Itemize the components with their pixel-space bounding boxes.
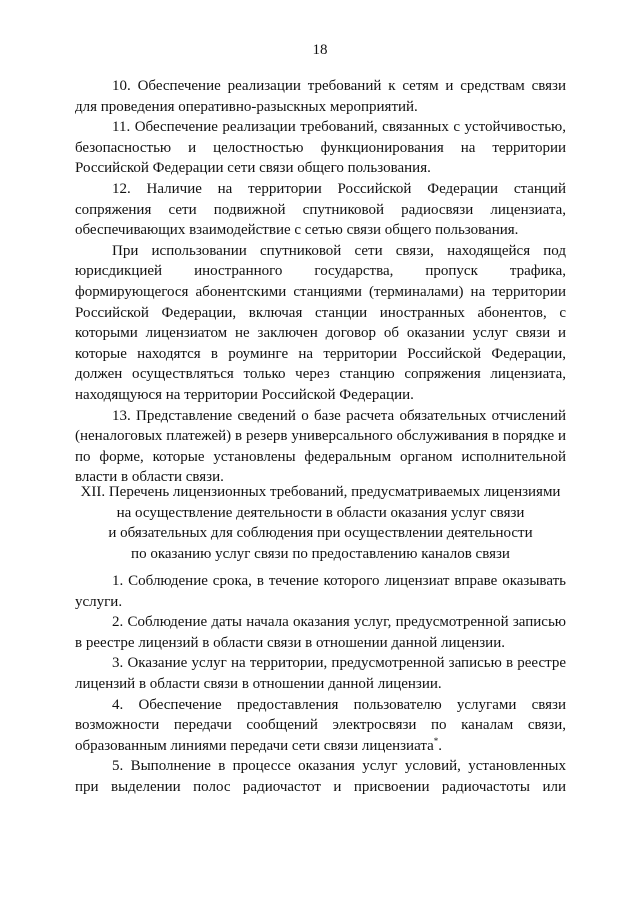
paragraph-item-3: 3. Оказание услуг на территории, предусмотренной записью в реестре лицензий в области связи в отношении данной лицензии. xyxy=(75,655,566,692)
requirements-list-bottom xyxy=(75,571,566,798)
paragraph-item-1: 1. Соблюдение срока, в течение которого лицензиат вправе оказывать услуги. xyxy=(75,573,566,610)
section-heading-line: XII. Перечень лицензионных требований, предусматриваемых лицензиями xyxy=(80,484,561,500)
footnote-marker: * xyxy=(433,735,439,746)
page-number: 18 xyxy=(312,42,328,58)
requirements-list-top xyxy=(75,76,566,488)
paragraph-item-12: 12. Наличие на территории Российской Федерации станций сопряжения сети подвижной спутниковой радиосвязи лицензиата, обеспечивающих взаимодействие с сетью связи общего пользования. xyxy=(75,180,566,239)
paragraph-item-4-end: . xyxy=(438,737,443,754)
paragraph-item-4-text: 4. Обеспечение предоставления пользователю услугами связи возможности передачи сообщений электросвязи по каналам связи, образованным линиями передачи сети связи лицензиата xyxy=(75,696,566,754)
section-heading-line: на осуществление деятельности в области оказания услуг связи xyxy=(116,504,525,521)
paragraph-item-5: 5. Выполнение в процессе оказания услуг условий, установленных при выделении полос радиочастот и присвоении радиочастоты или xyxy=(75,758,566,795)
paragraph-item-11: 11. Обеспечение реализации требований, связанных с устойчивостью, безопасностью и целостностью функционирования на территории Российской Федерации сети связи общего пользования. xyxy=(75,119,566,177)
section-heading-line: и обязательных для соблюдения при осуществлении деятельности xyxy=(108,525,533,542)
paragraph-item-13: 13. Представление сведений о базе расчета обязательных отчислений (неналоговых платежей) в резерв универсального обслуживания в порядке и по форме, которые установлены федеральным органом исполнительной власти в области связи. xyxy=(75,407,566,486)
section-heading-line: по оказанию услуг связи по предоставлению каналов связи xyxy=(131,545,510,562)
section-heading-xii xyxy=(75,482,566,564)
paragraph-satellite-traffic: При использовании спутниковой сети связи, находящейся под юрисдикцией иностранного государства, пропуск трафика, формирующегося абонентскими станциями (терминалами) на территории Российской Федерации, включая станции иностранных абонентов, с которыми лицензиатом не заключен договор об оказании услуг связи и которые находятся в роуминге на территории Российской Федерации, должен осуществляться только через станцию сопряжения лицензиата, находящуюся на территории Российской Федерации. xyxy=(75,242,566,403)
paragraph-item-10: 10. Обеспечение реализации требований к сетям и средствам связи для проведения оперативно-разыскных мероприятий. xyxy=(75,78,566,115)
paragraph-item-4 xyxy=(75,695,566,757)
paragraph-item-2: 2. Соблюдение даты начала оказания услуг, предусмотренной записью в реестре лицензий в области связи в отношении данной лицензии. xyxy=(75,614,566,651)
